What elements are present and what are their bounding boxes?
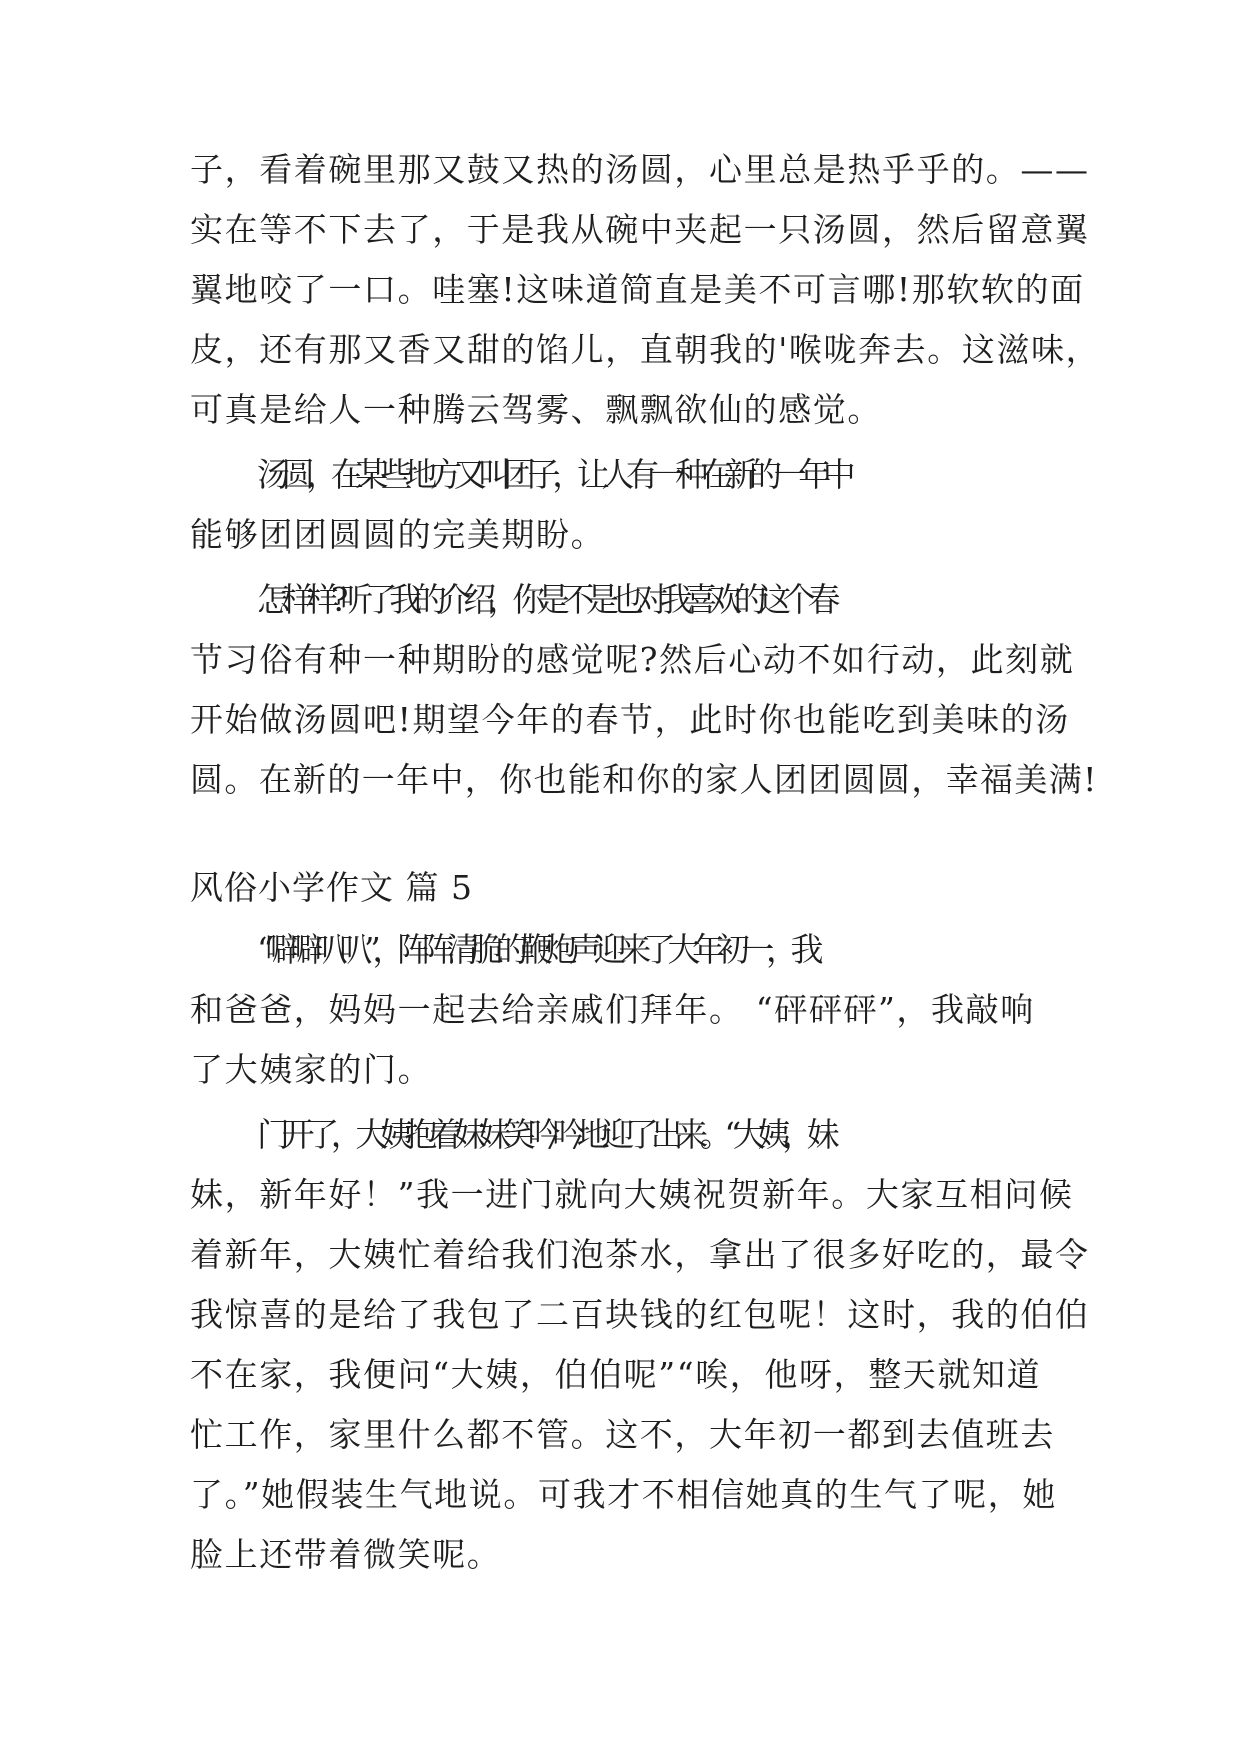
section-heading: 风俗小学作文 篇 5 <box>190 868 473 907</box>
paragraph-5-line-5: 不在家，我便问“大姨，伯伯呢”“唉，他呀，整天就知道 <box>190 1355 1042 1394</box>
paragraph-2-line-1: 汤圆，在某些地方又叫团子，让人有一种在新的一年中 <box>257 455 848 494</box>
paragraph-4-line-1: “噼噼叭叭”，阵阵清脆的鞭炮声迎来了大年初一，我 <box>257 930 816 969</box>
paragraph-5-line-8: 脸上还带着微笑呢。 <box>190 1535 502 1574</box>
paragraph-3-line-1: 怎样样?听了我的介绍，你是不是也对我喜欢的这个春 <box>257 580 833 619</box>
paragraph-5-line-7: 了。”她假装生气地说。可我才不相信她真的生气了呢，她 <box>190 1475 1057 1514</box>
paragraph-2-line-2: 能够团团圆圆的完美期盼。 <box>190 515 606 554</box>
paragraph-5-line-6: 忙工作，家里什么都不管。这不，大年初一都到去值班去 <box>190 1415 1055 1454</box>
paragraph-4-line-2: 和爸爸，妈妈一起去给亲戚们拜年。 “砰砰砰”，我敲响 <box>190 990 1035 1029</box>
paragraph-3-line-2: 节习俗有种一种期盼的感觉呢?然后心动不如行动，此刻就 <box>190 640 1075 679</box>
paragraph-3-line-3: 开始做汤圆吧!期望今年的春节，此时你也能吃到美味的汤 <box>190 700 1070 739</box>
paragraph-5-line-1: 门开了，大姨抱着妹妹笑吟吟地迎了出来。“大姨，妹 <box>257 1115 832 1154</box>
paragraph-5-line-3: 着新年，大姨忙着给我们泡茶水，拿出了很多好吃的，最令 <box>190 1235 1090 1274</box>
paragraph-5-line-4: 我惊喜的是给了我包了二百块钱的红包呢！这时，我的伯伯 <box>190 1295 1090 1334</box>
paragraph-1-line-1: 子，看着碗里那又鼓又热的汤圆，心里总是热乎乎的。—— <box>190 150 1090 189</box>
paragraph-5-line-2: 妹，新年好！”我一进门就向大姨祝贺新年。大家互相问候 <box>190 1175 1074 1214</box>
paragraph-1-line-2: 实在等不下去了，于是我从碗中夹起一只汤圆，然后留意翼 <box>190 210 1090 249</box>
paragraph-1-line-3: 翼地咬了一口。哇塞!这味道简直是美不可言哪!那软软的面 <box>190 270 1085 309</box>
paragraph-1-line-5: 可真是给人一种腾云驾雾、飘飘欲仙的感觉。 <box>190 390 882 429</box>
paragraph-3-line-4: 圆。在新的一年中，你也能和你的家人团团圆圆，幸福美满! <box>190 760 1098 799</box>
paragraph-4-line-3: 了大姨家的门。 <box>190 1050 433 1089</box>
paragraph-1-line-4: 皮，还有那又香又甜的馅儿，直朝我的'喉咙奔去。这滋味， <box>190 330 1101 369</box>
